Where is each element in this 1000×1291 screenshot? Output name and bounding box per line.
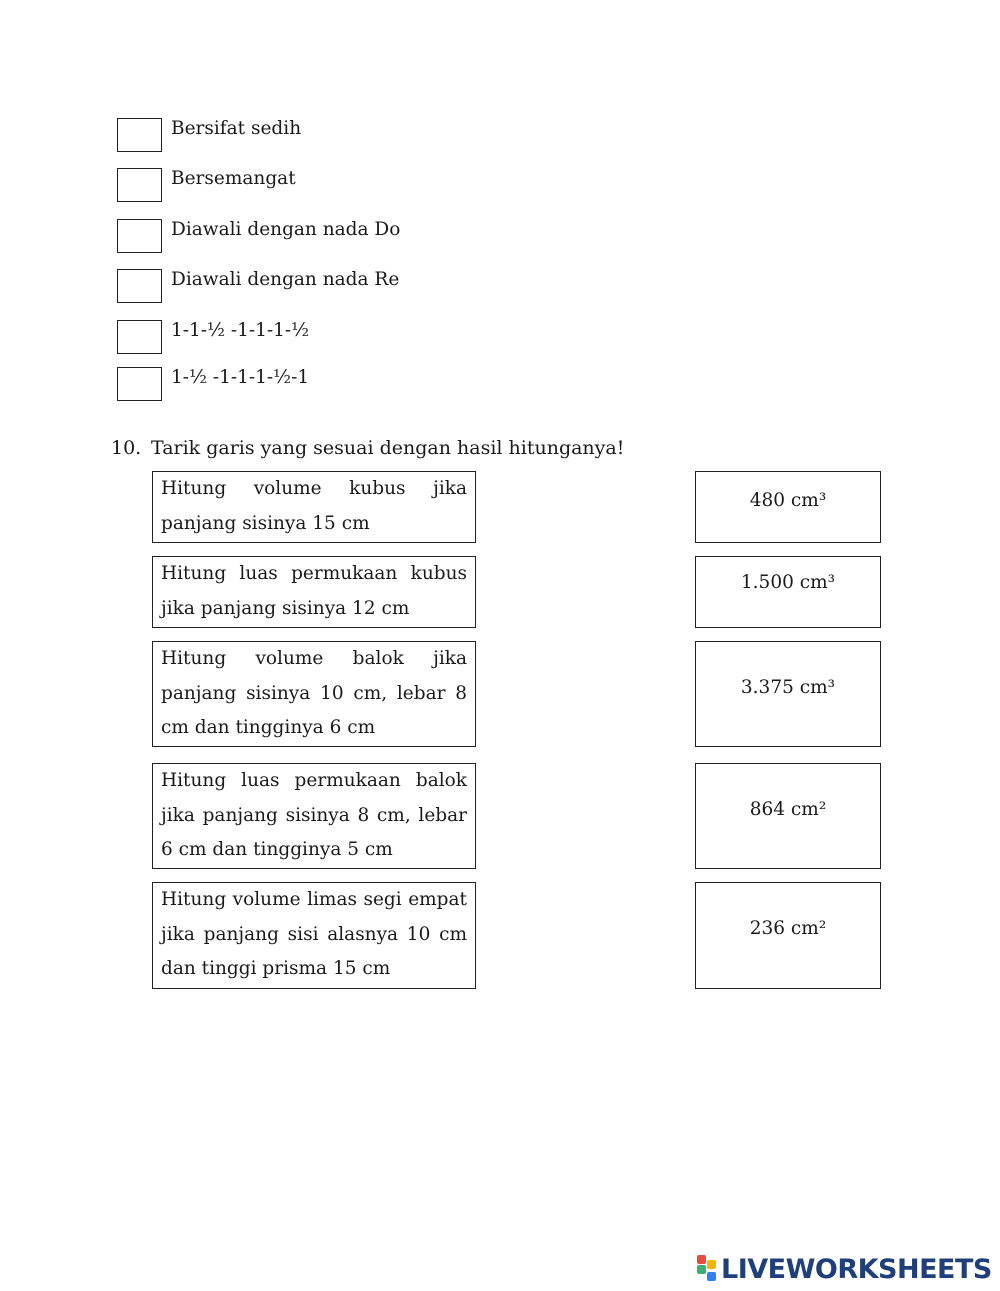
option-label: Diawali dengan nada Do xyxy=(171,219,401,240)
option-checkbox[interactable] xyxy=(117,219,162,253)
liveworksheets-logo xyxy=(697,1255,992,1283)
match-left-box[interactable]: Hitung volume limas segi empat jika panjang sisi alasnya 10 cm dan tinggi prisma 15 cm xyxy=(152,882,476,989)
logo-square-icon xyxy=(697,1255,706,1264)
option-row xyxy=(117,219,400,255)
option-row xyxy=(117,367,309,403)
liveworksheets-logo-icon xyxy=(697,1255,719,1283)
match-left-box[interactable]: Hitung volume balok jika panjang sisinya 10 cm, lebar 8 cm dan tingginya 6 cm xyxy=(152,641,476,747)
option-label: 1-½ -1-1-1-½-1 xyxy=(171,367,310,388)
option-checkbox[interactable] xyxy=(117,269,162,303)
match-right-value: 236 cm² xyxy=(749,918,827,939)
option-checkbox[interactable] xyxy=(117,118,162,152)
option-label: Bersemangat xyxy=(171,168,296,189)
option-label: Diawali dengan nada Re xyxy=(171,269,400,290)
match-left-box[interactable]: Hitung volume kubus jika panjang sisinya 15 cm xyxy=(152,471,476,543)
option-checkbox[interactable] xyxy=(117,168,162,202)
match-left-box[interactable]: Hitung luas permukaan kubus jika panjang sisinya 12 cm xyxy=(152,556,476,628)
logo-square-icon xyxy=(707,1260,716,1269)
option-checkbox[interactable] xyxy=(117,367,162,401)
match-right-value: 480 cm³ xyxy=(749,490,827,511)
match-right-box[interactable] xyxy=(695,641,881,747)
question-text: Tarik garis yang sesuai dengan hasil hitunganya! xyxy=(151,437,625,459)
question-heading xyxy=(111,437,624,459)
option-row xyxy=(117,269,399,305)
option-label: 1-1-½ -1-1-1-½ xyxy=(171,320,310,341)
option-row xyxy=(117,168,296,204)
option-label: Bersifat sedih xyxy=(171,118,302,139)
match-right-box[interactable] xyxy=(695,471,881,543)
match-right-value: 864 cm² xyxy=(749,799,827,820)
option-row xyxy=(117,320,309,356)
match-right-value: 1.500 cm³ xyxy=(740,572,836,593)
match-right-box[interactable] xyxy=(695,882,881,989)
option-row xyxy=(117,118,301,154)
brand-name: LIVEWORKSHEETS xyxy=(721,1253,992,1285)
match-right-value: 3.375 cm³ xyxy=(740,677,836,698)
logo-square-icon xyxy=(707,1272,716,1281)
match-right-box[interactable] xyxy=(695,763,881,869)
match-left-box[interactable]: Hitung luas permukaan balok jika panjang sisinya 8 cm, lebar 6 cm dan tingginya 5 cm xyxy=(152,763,476,869)
logo-square-icon xyxy=(697,1265,706,1274)
match-right-box[interactable] xyxy=(695,556,881,628)
option-checkbox[interactable] xyxy=(117,320,162,354)
question-number: 10. xyxy=(111,437,142,459)
